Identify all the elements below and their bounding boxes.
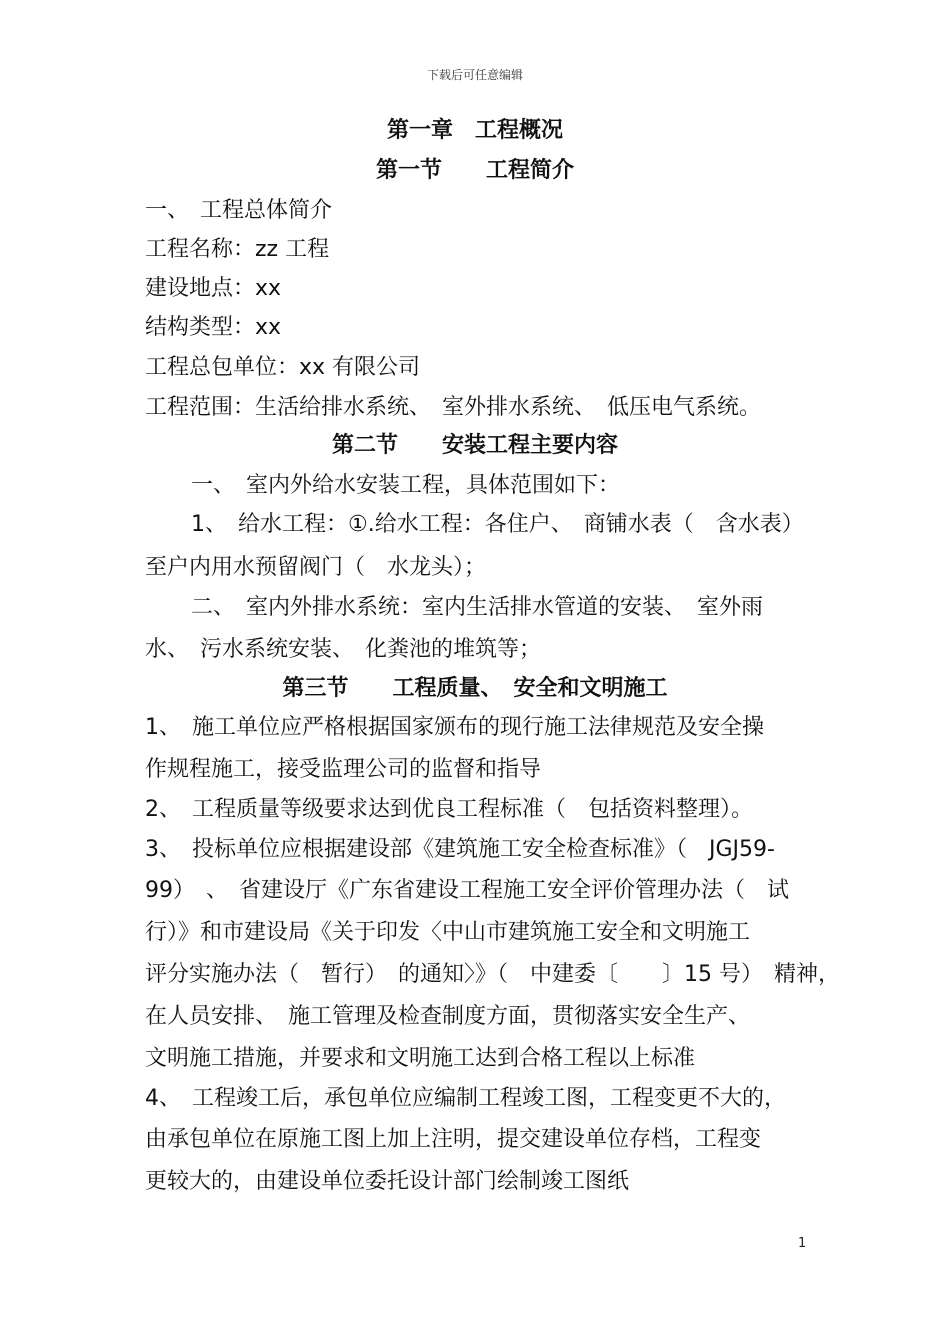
s3-para-4-line-3: 更较大的，由建设单位委托设计部门绘制竣工图纸 — [145, 1169, 630, 1194]
section-2-title: 第二节 安装工程主要内容 — [331, 433, 618, 458]
s3-para-2: 2、 工程质量等级要求达到优良工程标准（ 包括资料整理）。 — [145, 797, 753, 822]
structure-type: 结构类型：xx — [145, 315, 282, 340]
s2-item-1-sub-line-2: 至户内用水预留阀门（ 水龙头）； — [145, 555, 487, 580]
s2-item-1: 一、 室内外给水安装工程，具体范围如下： — [191, 473, 621, 498]
s3-para-3-line-5: 在人员安排、 施工管理及检查制度方面，贯彻落实安全生产、 — [145, 1004, 751, 1029]
chapter-title: 第一章 工程概况 — [386, 118, 563, 143]
s3-para-3-line-4: 评分实施办法（ 暂行） 的通知〉》（ 中建委〔 〕15 号） 精神， — [145, 962, 840, 987]
section-1-title: 第一节 工程简介 — [375, 158, 574, 183]
project-location: 建设地点：xx — [145, 276, 282, 301]
page-number: 1 — [798, 1236, 807, 1251]
s3-para-3-line-6: 文明施工措施，并要求和文明施工达到合格工程以上标准 — [145, 1046, 696, 1071]
s3-para-3-line-1: 3、 投标单位应根据建设部《建筑施工安全检查标准》（ JGJ59- — [145, 837, 775, 862]
s3-para-4-line-2: 由承包单位在原施工图上加上注明，提交建设单位存档，工程变 — [145, 1127, 762, 1152]
overview-heading: 一、 工程总体简介 — [145, 198, 333, 223]
s2-item-2-line-1: 二、 室内外排水系统：室内生活排水管道的安装、 室外雨 — [191, 595, 764, 620]
s3-para-4-line-1: 4、 工程竣工后，承包单位应编制工程竣工图，工程变更不大的， — [145, 1086, 786, 1111]
header-note: 下载后可任意编辑 — [426, 68, 523, 82]
s3-para-1-line-2: 作规程施工，接受监理公司的监督和指导 — [145, 757, 542, 782]
s3-para-3-line-3: 行）》和市建设局《关于印发〈中山市建筑施工安全和文明施工 — [145, 920, 751, 945]
s3-para-1-line-1: 1、 施工单位应严格根据国家颁布的现行施工法律规范及安全操 — [145, 715, 764, 740]
s2-item-2-line-2: 水、 污水系统安装、 化粪池的堆筑等； — [145, 637, 542, 662]
section-3-title: 第三节 工程质量、 安全和文明施工 — [282, 676, 668, 701]
s3-para-3-line-2: 99） 、 省建设厅《广东省建设工程施工安全评价管理办法（ 试 — [145, 878, 789, 903]
s2-item-1-sub-line-1: 1、 给水工程：①.给水工程：各住户、 商铺水表（ 含水表） — [191, 512, 804, 537]
project-scope: 工程范围：生活给排水系统、 室外排水系统、 低压电气系统。 — [145, 395, 762, 420]
project-name: 工程名称：zz 工程 — [145, 237, 330, 262]
general-contractor: 工程总包单位：xx 有限公司 — [145, 355, 421, 380]
